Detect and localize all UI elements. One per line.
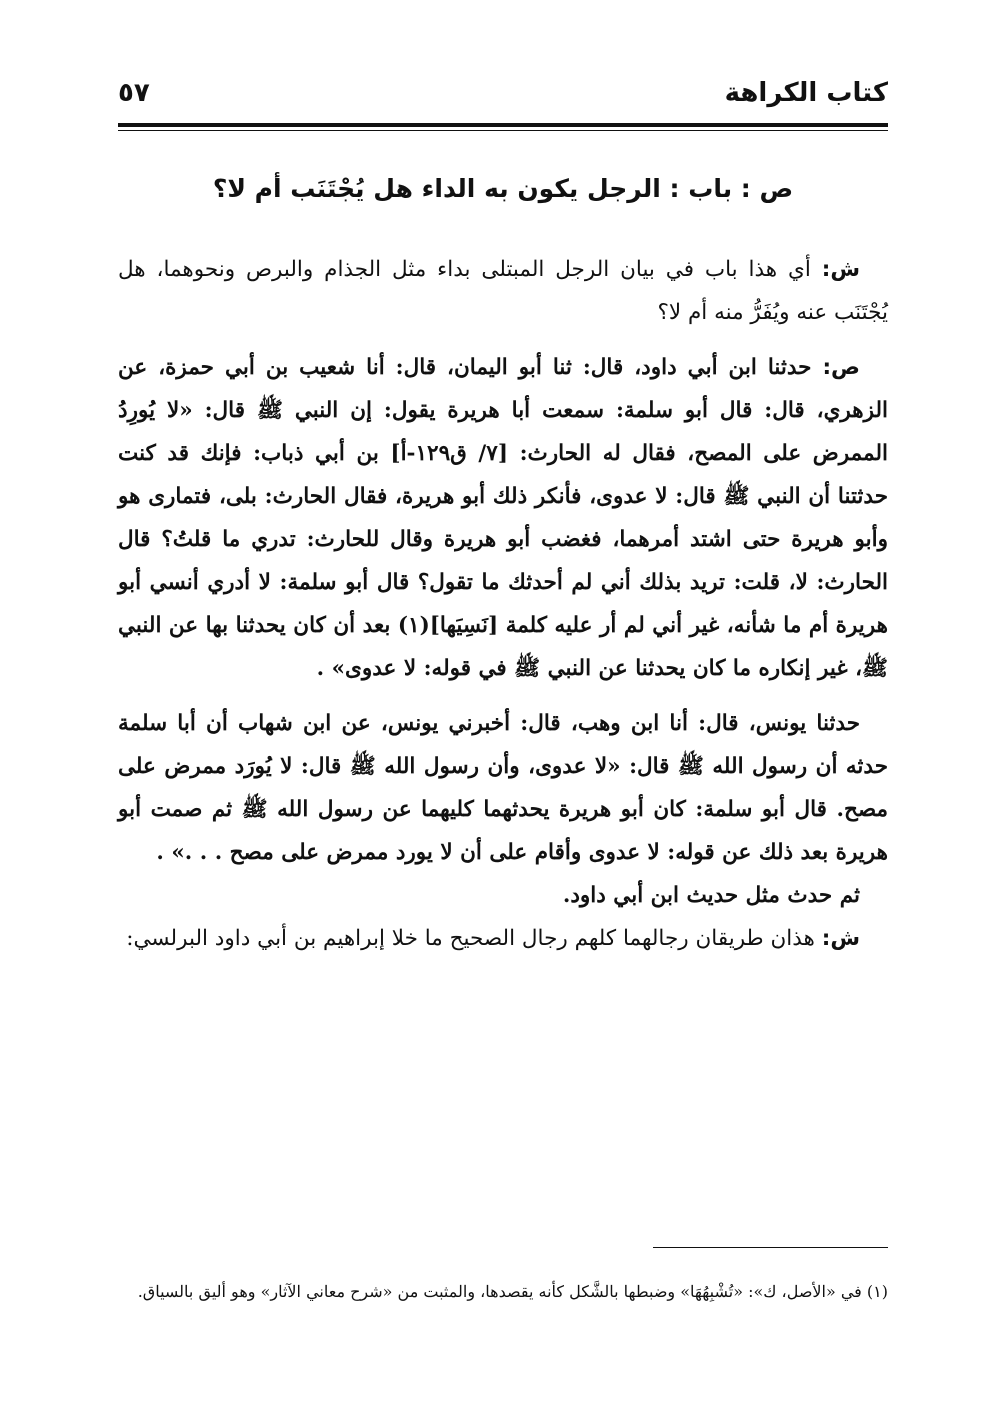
section-heading: ص : باب : الرجل يكون به الداء هل يُجْتَنَب أم لا؟	[212, 174, 794, 203]
paragraph-hadith-1	[118, 346, 888, 690]
paragraph-commentary-2	[118, 917, 888, 960]
paragraph-text: حدثنا يونس، قال: أنا ابن وهب، قال: أخبرني يونس، عن ابن شهاب أن أبا سلمة حدثه أن رسول الله ﷺ قال: «لا عدوى، وأن رسول الله ﷺ قال: لا يُورَد ممرض على مصح. قال أبو سلمة: كان أبو هريرة يحدثهما كليهما عن رسول الله ﷺ ثم صمت أبو هريرة بعد ذلك عن قوله: لا عدوى وأقام على أن لا يورد ممرض على مصح . . .» .	[118, 711, 888, 865]
chapter-title: كتاب الكراهة	[724, 78, 888, 108]
header-rule-thin	[118, 130, 888, 131]
running-header	[118, 78, 888, 114]
footnote: (١) في «الأصل، ك»: «تُشْبِهُهَا» وضبطها بالشَّكل كأنه يقصدها، والمثبت من «شرح معاني الآثار» وهو أليق بالسياق.	[137, 1282, 888, 1301]
footnote-separator	[653, 1247, 888, 1248]
paragraph-hadith-2	[118, 702, 888, 874]
page-number: ٥٧	[118, 78, 150, 108]
paragraph-label: ش:	[821, 257, 860, 282]
paragraph-label: ش:	[821, 926, 860, 951]
paragraph-text: هذان طريقان رجالهما كلهم رجال الصحيح ما خلا إبراهيم بن أبي داود البرلسي:	[126, 926, 815, 951]
body-text	[118, 248, 888, 960]
paragraph-hadith-3	[118, 874, 888, 917]
paragraph-label: ص:	[822, 355, 860, 380]
header-rule-thick	[118, 123, 888, 127]
paragraph-commentary-1	[118, 248, 888, 334]
paragraph-text: أي هذا باب في بيان الرجل المبتلى بداء مثل الجذام والبرص ونحوهما، هل يُجْتَنَب عنه ويُفَرُّ منه أم لا؟	[118, 257, 888, 325]
paragraph-text: ثم حدث مثل حديث ابن أبي داود.	[562, 883, 860, 908]
paragraph-text: حدثنا ابن أبي داود، قال: ثنا أبو اليمان، قال: أنا شعيب بن أبي حمزة، عن الزهري، قال: قال أبو سلمة: سمعت أبا هريرة يقول: إن النبي ﷺ قال: «لا يُورِدُ الممرض على المصح، فقال له الحارث: [٧/ ق١٢٩-أ] بن أبي ذباب: فإنك قد كنت حدثتنا أن النبي ﷺ قال: لا عدوى، فأنكر ذلك أبو هريرة، فقال الحارث: بلى، فتمارى هو وأبو هريرة حتى اشتد أمرهما، فغضب أبو هريرة وقال للحارث: تدري ما قلتُ؟ قال الحارث: لا، قلت: تريد بذلك أني لم أحدثك ما تقول؟ قال أبو سلمة: لا أدري أنسي أبو هريرة أم ما شأنه، غير أني لم أر عليه كلمة [نَسِيَها](١) بعد أن كان يحدثنا بها عن النبي ﷺ، غير إنكاره ما كان يحدثنا عن النبي ﷺ في قوله: لا عدوى» .	[118, 355, 888, 681]
document-page	[118, 0, 888, 1413]
